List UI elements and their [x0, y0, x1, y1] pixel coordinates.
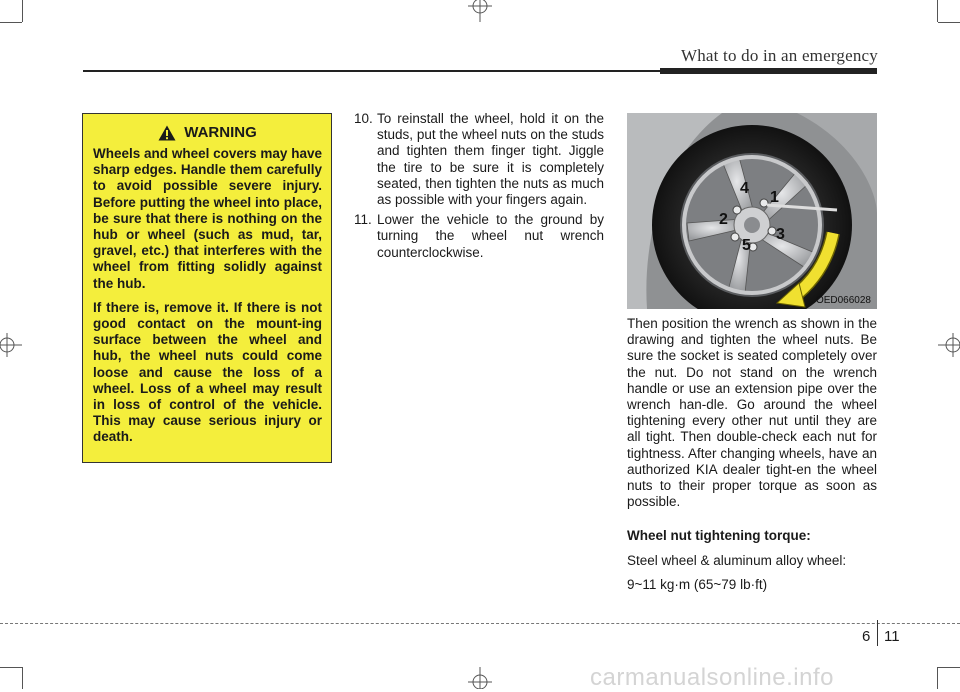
warning-header: [93, 124, 322, 141]
nut-label-5: 5: [742, 237, 751, 254]
crop-mark: [0, 667, 22, 668]
page-number-divider: [877, 620, 878, 646]
torque-spec-value: 9~11 kg·m (65~79 lb·ft): [627, 576, 768, 592]
nut-label-1: 1: [770, 189, 779, 206]
nut-label-3: 3: [776, 226, 785, 243]
body-paragraph: Then position the wrench as shown in the drawing and tighten the wheel nuts. Be sure the socket is seated completely over the nut. Do not stand on the wrench handle or use an extension pipe over the wrench han-dle. Go around the wheel tightening every other nut until they are all tight. Then double-check each nut for tightness. After changing wheels, have an authorized KIA dealer tight-en the wheel nuts to their proper torque as soon as possible.: [627, 316, 877, 510]
wheel-image: [627, 113, 877, 309]
step-text: To reinstall the wheel, hold it on the studs, put the wheel nuts on the studs and tighten them finger tight. Jiggle the tire to be sure it is completely seated, then tighten the nuts as much as possible with your fingers again.: [377, 111, 604, 208]
crop-mark: [0, 22, 22, 23]
watermark: carmanualsonline.info: [590, 664, 834, 691]
step-text: Lower the vehicle to the ground by turning the wheel nut wrench counterclockwise.: [377, 212, 604, 260]
crop-mark: [938, 667, 960, 668]
torque-heading: Wheel nut tightening torque:: [627, 528, 811, 544]
figure-code: OED066028: [815, 295, 871, 306]
wheel-illustration: [627, 113, 877, 309]
warning-icon: [158, 125, 176, 141]
registration-mark-left: [0, 331, 24, 359]
crop-mark: [22, 0, 23, 22]
crop-mark: [938, 22, 960, 23]
step-number: 10.: [354, 111, 373, 126]
warning-box: [82, 113, 332, 463]
nut-label-4: 4: [740, 180, 749, 197]
steps-list: [354, 111, 604, 261]
list-item: [354, 212, 604, 261]
list-item: [354, 111, 604, 208]
section-title: What to do in an emergency: [680, 46, 878, 65]
header-rule-accent: [660, 68, 877, 74]
crop-mark: [937, 667, 938, 689]
section-number: 6: [862, 628, 871, 645]
torque-spec-label: Steel wheel & aluminum alloy wheel:: [627, 552, 847, 568]
registration-mark-top: [466, 0, 494, 24]
nut-label-2: 2: [719, 211, 728, 228]
step-number: 11.: [354, 212, 372, 228]
body-text: [627, 316, 877, 593]
warning-title: WARNING: [184, 124, 257, 141]
warning-paragraph: Wheels and wheel covers may have sharp edges. Handle them carefully to avoid possible severe injury. Before putting the wheel into place, be sure that there is nothing on the hub or wheel (such as mud, tar, gravel, etc.) that interferes with the wheel from fitting solidly against the hub.: [93, 146, 322, 291]
footer-rule: [0, 623, 960, 624]
crop-mark: [937, 0, 938, 22]
page-number: 11: [884, 628, 900, 645]
warning-paragraph: If there is, remove it. If there is not good contact on the mount-ing surface between the wheel and hub, the wheel nuts could come loose and cause the loss of a wheel. Loss of a wheel may result in loss of control of the vehicle. This may cause serious injury or death.: [93, 299, 322, 445]
registration-mark-bottom: [466, 666, 494, 689]
registration-mark-right: [936, 331, 960, 359]
crop-mark: [22, 667, 23, 689]
